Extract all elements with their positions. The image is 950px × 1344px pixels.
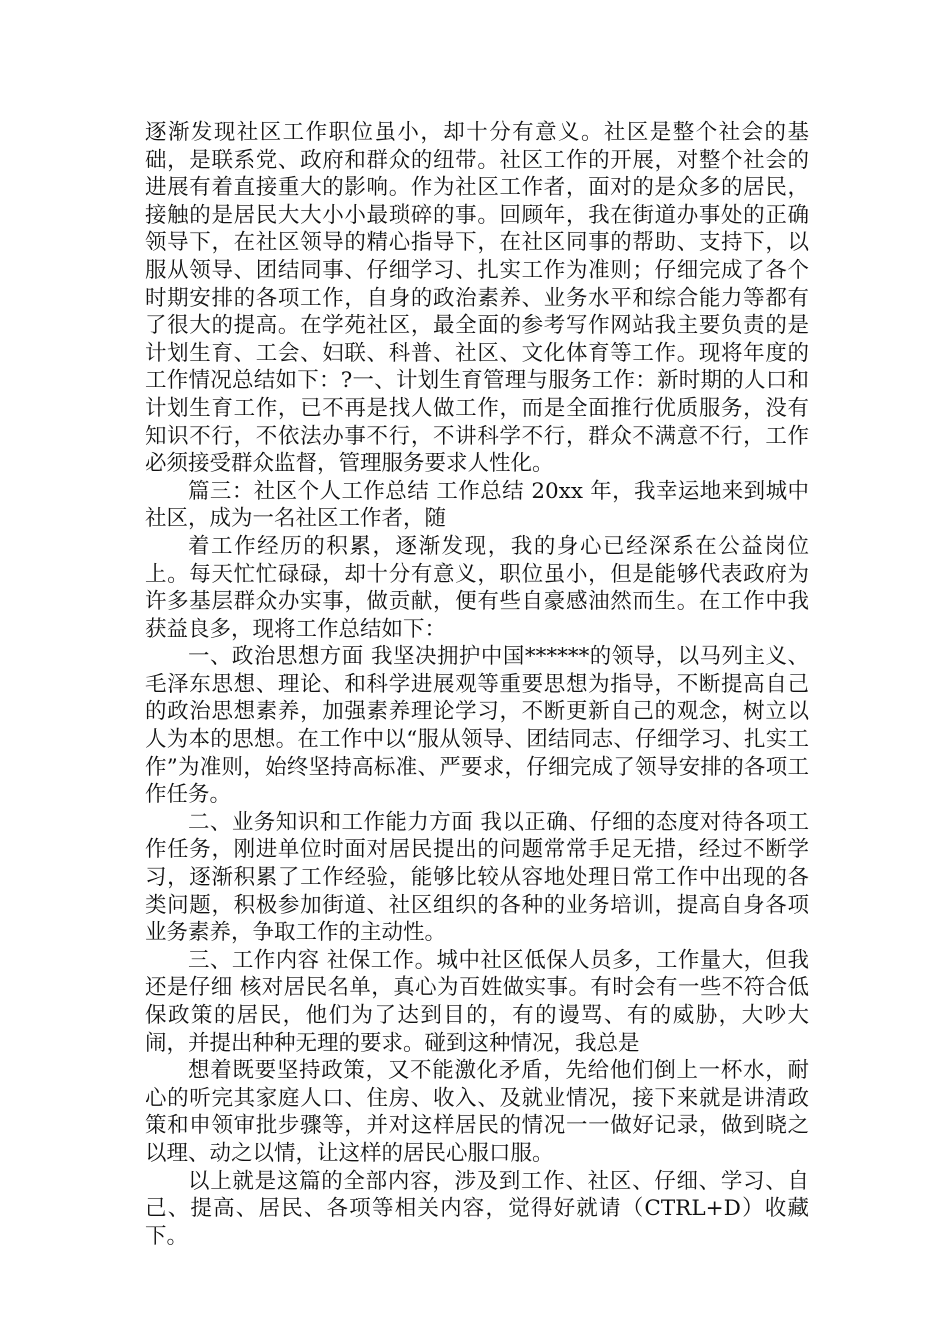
paragraph-experience: 着工作经历的积累，逐渐发现，我的身心已经深系在公益岗位上。每天忙忙碌碌，却十分有意义，职位虽小，但是能够代表政府为许多基层群众办实事，做贡献，便有些自豪感油然而生。在工作中我获益良多，现将工作总结如下： [145, 533, 809, 642]
paragraph-section-three-heading: 篇三：社区个人工作总结 工作总结 20xx 年，我幸运地来到城中社区，成为一名社区工作者，随 [145, 478, 809, 532]
paragraph-policy-handling: 想着既要坚持政策，又不能激化矛盾，先给他们倒上一杯水，耐心的听完其家庭人口、住房、收入、及就业情况，接下来就是讲清政策和申领审批步骤等，并对这样居民的情况一一做好记录，做到晓之以理、动之以情，让这样的居民心服口服。 [145, 1058, 809, 1166]
paragraph-work-content: 三、工作内容 社保工作。城中社区低保人员多，工作量大，但我还是仔细 核对居民名单，真心为百姓做实事。有时会有一些不符合低保政策的居民，他们为了达到目的，有的谩骂、有的威胁，大吵大闹，并提出种种无理的要求。碰到这种情况，我总是 [145, 947, 809, 1056]
paragraph-political-thought: 一、政治思想方面 我坚决拥护中国******的领导，以马列主义、毛泽东思想、理论、和科学进展观等重要思想为指导，不断提高自己的政治思想素养，加强素养理论学习，不断更新自己的观念，树立以人为本的思想。在工作中以“服从领导、团结同志、仔细学习、扎实工作”为准则，始终坚持高标准、严要求，仔细完成了领导安排的各项工作任务。 [145, 644, 809, 808]
paragraph-intro: 逐渐发现社区工作职位虽小，却十分有意义。社区是整个社会的基础，是联系党、政府和群众的纽带。社区工作的开展，对整个社会的进展有着直接重大的影响。作为社区工作者，面对的是众多的居民，接触的是居民大大小小最琐碎的事。回顾年，我在街道办事处的正确领导下，在社区领导的精心指导下，在社区同事的帮助、支持下，以服从领导、团结同事、仔细学习、扎实工作为准则；仔细完成了各个时期安排的各项工作，自身的政治素养、业务水平和综合能力等都有了很大的提高。在学苑社区，最全面的参考写作网站我主要负责的是计划生育、工会、妇联、科普、社区、文化体育等工作。现将年度的工作情况总结如下：?一、计划生育管理与服务工作：新时期的人口和计划生育工作，已不再是找人做工作，而是全面推行优质服务，没有知识不行，不依法办事不行，不讲科学不行，群众不满意不行，工作必须接受群众监督，管理服务要求人性化。 [145, 120, 809, 477]
paragraph-business-knowledge: 二、业务知识和工作能力方面 我以正确、仔细的态度对待各项工作任务，刚进单位时面对居民提出的问题常常手足无措，经过不断学习，逐渐积累了工作经验，能够比较从容地处理日常工作中出现的各类问题，积极参加街道、社区组织的各种的业务培训，提高自身各项业务素养，争取工作的主动性。 [145, 809, 809, 946]
document-body [145, 119, 809, 1250]
paragraph-closing: 以上就是这篇的全部内容，涉及到工作、社区、仔细、学习、自己、提高、居民、各项等相关内容，觉得好就请（CTRL+D）收藏下。 [145, 1168, 809, 1249]
